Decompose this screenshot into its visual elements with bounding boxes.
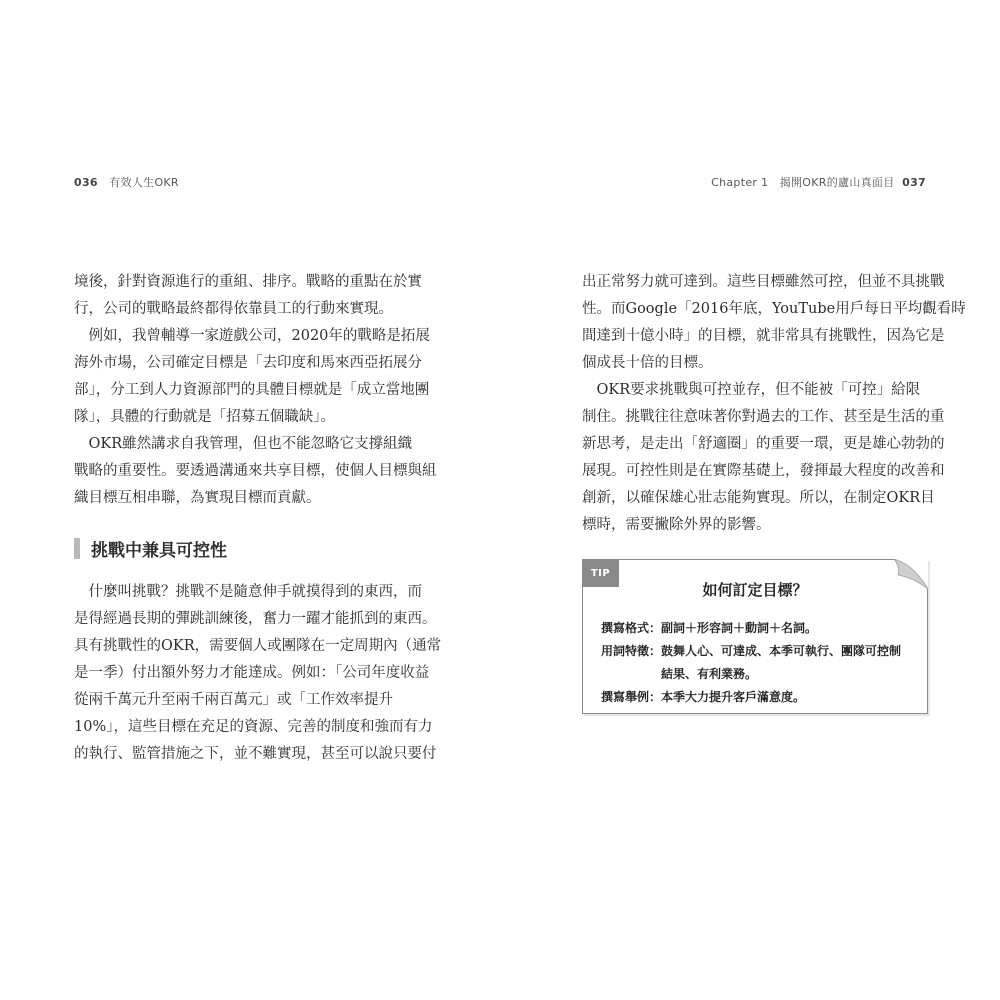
text-line: 間達到十億小時」的目標，就非常具有挑戰性，因為它是	[582, 328, 945, 344]
text-line: 創新，以確保雄心壯志能夠實現。所以，在制定OKR目	[582, 490, 935, 506]
text-line: 海外市場，公司確定目標是「去印度和馬來西亞拓展分	[74, 355, 422, 371]
chapter-label: Chapter 1	[711, 176, 769, 189]
text-line: 境後，針對資源進行的重組、排序。戰略的重點在於實	[74, 274, 422, 290]
tip-row	[601, 665, 757, 682]
text-line: OKR雖然講求自我管理，但也不能忽略它支撐組織	[74, 436, 413, 452]
text-line: 新思考，是走出「舒適圈」的重要一環，更是雄心勃勃的	[582, 436, 945, 452]
section-heading	[74, 536, 227, 561]
text-line: 性。而Google「2016年底，YouTube用戶每日平均觀看時	[582, 301, 966, 317]
text-line: 個成長十倍的目標。	[582, 355, 713, 371]
section-heading-text: 挑戰中兼具可控性	[91, 541, 227, 561]
text-line: 具有挑戰性的OKR，需要個人或團隊在一定周期內（通常	[74, 638, 442, 654]
tip-row-text: 副詞＋形容詞＋動詞＋名詞。	[661, 621, 818, 635]
text-line: 是一季）付出額外努力才能達成。例如：「公司年度收益	[74, 665, 430, 681]
tip-row-text: 本季大力提升客戶滿意度。	[661, 690, 806, 704]
left-page-number: 036	[74, 176, 98, 189]
tip-row-label: 用詞特徵：	[601, 644, 662, 658]
text-line: 的執行、監管措施之下，並不難實現，甚至可以說只要付	[74, 746, 437, 762]
text-line: 展現。可控性則是在實際基礎上，發揮最大程度的改善和	[582, 463, 945, 479]
heading-bar	[74, 538, 80, 559]
text-line: 戰略的重要性。要透過溝通來共享目標，使個人目標與組	[74, 463, 437, 479]
text-line: 標時，需要撇除外界的影響。	[582, 517, 771, 533]
tip-tab: TIP	[582, 559, 619, 587]
right-page	[500, 0, 1000, 1000]
text-line: 出正常努力就可達到。這些目標雖然可控，但並不具挑戰	[582, 274, 945, 290]
text-line: 從兩千萬元升至兩千兩百萬元」或「工作效率提升	[74, 692, 393, 708]
tip-row-label: 撰寫格式：	[601, 621, 662, 635]
tip-title: 如何訂定目標？	[702, 581, 808, 599]
chapter-title: 揭開OKR的廬山真面目	[779, 176, 895, 189]
text-line: 行，公司的戰略最終都得依靠員工的行動來實現。	[74, 301, 393, 317]
text-line: 是得經過長期的彈跳訓練後，奮力一躍才能抓到的東西。	[74, 611, 437, 627]
tip-row-text: 結果、有利業務。	[661, 667, 758, 681]
text-line: 10%」，這些目標在充足的資源、完善的制度和強而有力	[74, 719, 433, 735]
text-line: 織目標互相串聯，為實現目標而貢獻。	[74, 490, 321, 506]
tip-row-text: 鼓舞人心、可達成、本季可執行、團隊可控制	[661, 644, 902, 658]
text-line: 部」，分工到人力資源部門的具體目標就是「成立當地團	[74, 382, 430, 398]
text-line: 例如，我曾輔導一家遊戲公司，2020年的戰略是拓展	[74, 328, 430, 344]
text-line: OKR要求挑戰與可控並存，但不能被「可控」給限	[582, 382, 921, 398]
tip-row	[601, 619, 817, 636]
tip-box	[582, 559, 928, 714]
tip-row	[601, 642, 901, 659]
book-title: 有效人生OKR	[109, 176, 179, 189]
text-line: 什麼叫挑戰？挑戰不是隨意伸手就摸得到的東西，而	[74, 584, 422, 600]
right-running-header	[711, 174, 926, 190]
left-running-header	[74, 174, 179, 190]
tip-row-label: 撰寫舉例：	[601, 690, 662, 704]
tip-row	[601, 688, 805, 705]
right-page-number: 037	[902, 176, 926, 189]
text-line: 制住。挑戰往往意味著你對過去的工作、甚至是生活的重	[582, 409, 945, 425]
text-line: 隊」，具體的行動就是「招募五個職缺」。	[74, 409, 335, 425]
